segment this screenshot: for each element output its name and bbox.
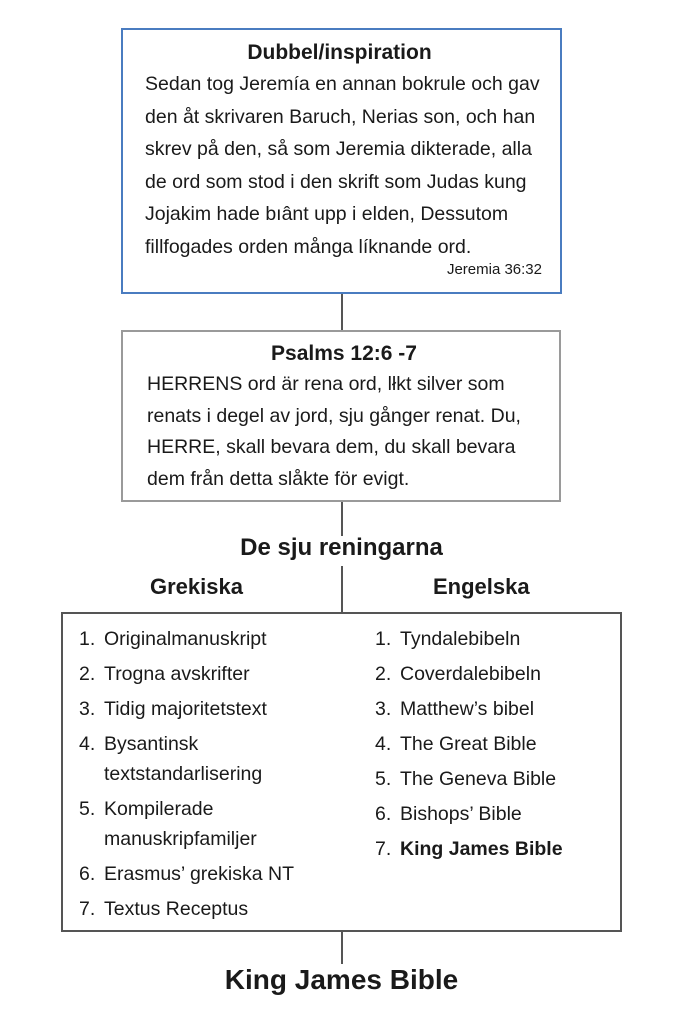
psalms-text: HERRENS ord är rena ord, lłkt silver som renats i degel av jord, sju gånger renat. Du, HERRE, skall bevara dem, du skall bevara dem från detta slåkte för evigt. (147, 373, 521, 490)
item-text: Matthew’s bibel (400, 698, 535, 720)
item-number: 2. (79, 663, 96, 685)
item-number: 2. (375, 663, 392, 685)
item-text: Erasmus’ grekiska NT (104, 863, 294, 885)
list-item (79, 859, 339, 889)
item-number: 3. (375, 698, 392, 720)
list-item (375, 694, 615, 724)
list-item (375, 764, 615, 794)
list-item (79, 794, 339, 854)
list-item (79, 894, 339, 924)
item-text: Tyndalebibeln (400, 628, 521, 650)
item-text: The Great Bible (400, 733, 537, 755)
connector-psalms-heading (341, 502, 343, 536)
item-number: 7. (79, 898, 96, 920)
item-text: Tidig majoritetstext (104, 698, 267, 720)
list-item (375, 729, 615, 759)
item-number: 4. (79, 733, 96, 755)
list-item (79, 729, 339, 789)
greek-heading: Grekiska (150, 574, 243, 599)
item-text: Textus Receptus (104, 898, 249, 920)
item-number: 5. (375, 768, 392, 790)
item-text: The Geneva Bible (400, 768, 557, 790)
english-list (375, 624, 615, 869)
item-text: Trogna avskrifter (104, 663, 250, 685)
connector-heading-lists (341, 566, 343, 612)
item-text: Bysantinsk textstandarlisering (104, 733, 263, 785)
connector-lists-final (341, 932, 343, 964)
list-item (79, 694, 339, 724)
item-number: 6. (79, 863, 96, 885)
item-number: 3. (79, 698, 96, 720)
list-item (79, 624, 339, 654)
dubbel-inspiration-box (121, 28, 562, 294)
psalms-box (121, 330, 561, 502)
greek-list (79, 624, 339, 929)
list-item (375, 659, 615, 689)
item-text: Coverdalebibeln (400, 663, 541, 685)
final-heading: King James Bible (224, 964, 459, 995)
item-text: Originalmanuskript (104, 628, 267, 650)
psalms-title: Psalms 12:6 -7 (271, 342, 417, 365)
item-text: King James Bible (400, 838, 563, 860)
dubbel-title: Dubbel/inspiration (247, 41, 432, 64)
item-number: 6. (375, 803, 392, 825)
dubbel-text: Sedan tog Jeremía en annan bokrule och gav den åt skrivaren Baruch, Nerias son, och han skrev på den, så som Jeremia dikterade, alla de ord som stod i den skrift som Judas kung Jojakim hade bıânt upp i elden, Dessutom fillfogades orden många líknande ord. (145, 73, 540, 258)
refinements-lists-box (61, 612, 622, 932)
item-number: 1. (375, 628, 392, 650)
list-item (375, 799, 615, 829)
list-item (79, 659, 339, 689)
main-heading: De sju reningarna (240, 534, 443, 561)
item-number: 5. (79, 798, 96, 820)
item-number: 7. (375, 838, 392, 860)
list-item (375, 834, 615, 864)
dubbel-reference: Jeremia 36:32 (446, 261, 542, 278)
item-text: Kompilerade manuskripfamiljer (104, 798, 257, 850)
item-number: 1. (79, 628, 96, 650)
english-heading: Engelska (433, 574, 530, 599)
item-text: Bishops’ Bible (400, 803, 522, 825)
list-item (375, 624, 615, 654)
item-number: 4. (375, 733, 392, 755)
connector-dubbel-psalms (341, 294, 343, 330)
